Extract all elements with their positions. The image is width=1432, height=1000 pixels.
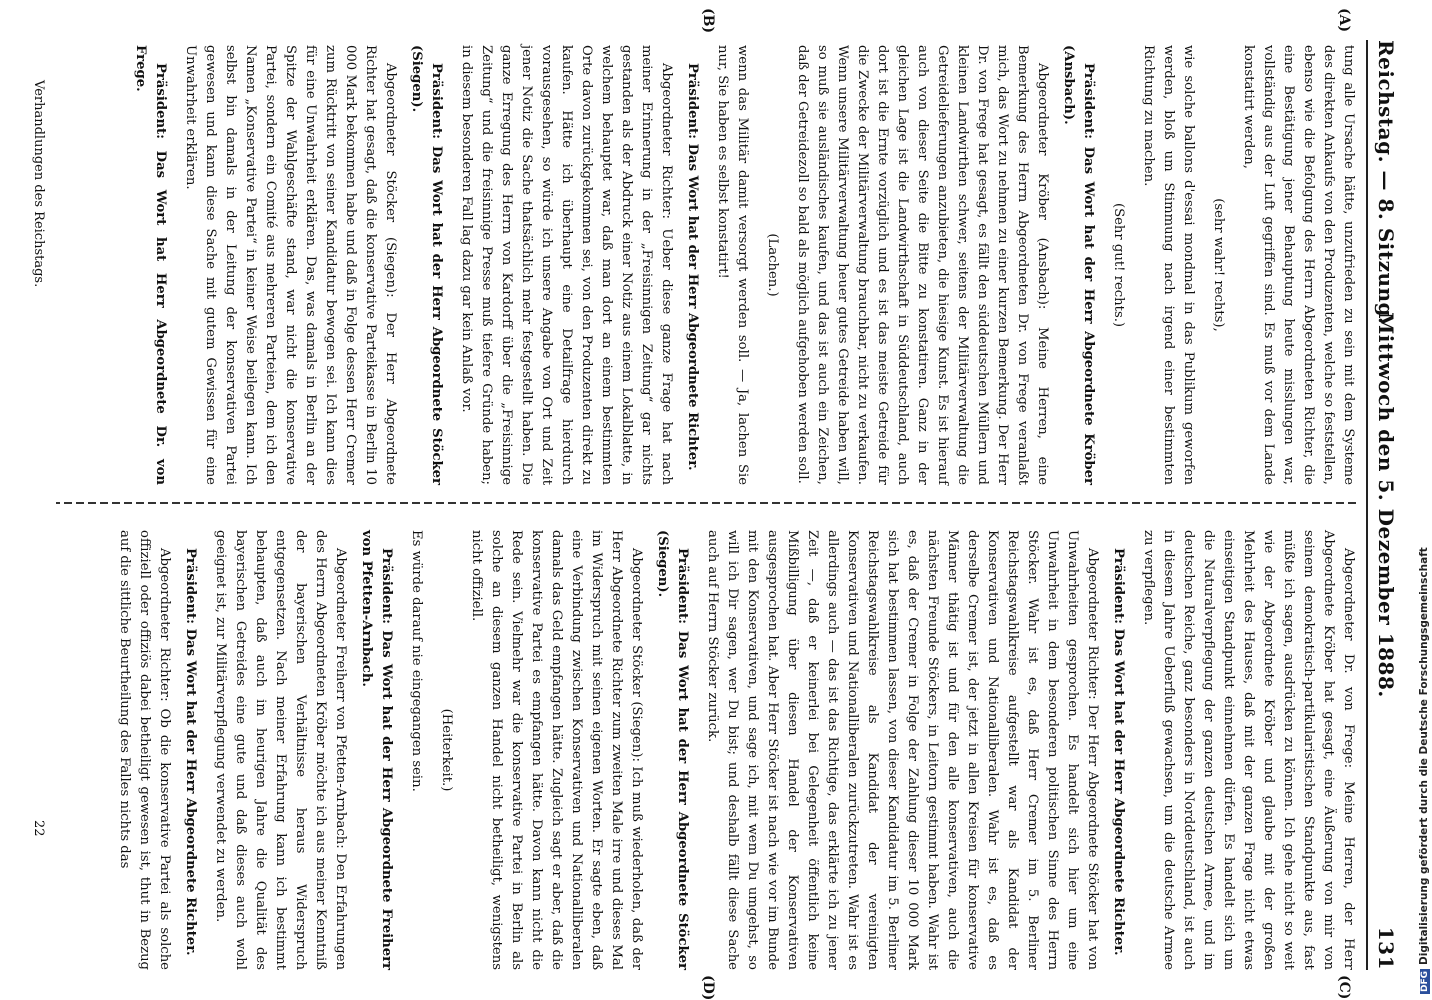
paragraph: tung alle Ursache hätte, unzufrieden zu sein mit dem Systeme des direkten Ankaufs von den Produzenten, welche so feststellen, ebenso wie die Befolgung des Herrn Abgeordneten Richter, die eine Bestätigung jener Behauptung heute misslungen war, vollständig aus der Luft gegriffen sind. Es muß vor dem Lande konstatirt werden, — [1241, 45, 1356, 485]
paragraph: Abgeordneter Kröber (Ansbach): Meine Herren, eine Bemerkung des Herrn Abgeordneten Dr. von Frege veranlaßt mich, das Wort zu nehmen zu einer kurzen Bemerkung. Der Herr Dr. von Frege hat gesagt, es fällt den süddeutschen Müllern und kleinen Landwirthen schwer, seitens der Militärverwaltung die Getreidelieferungen anzubieten, die hiesige Kunst. Es ist hierauf auch von dieser Seite die Bitte zu konstatiren. Ganz in der gleichen Lage ist die Landwirthschaft in Süddeutschland, auch dort ist die Ernte vorzüglich und es ist das meiste Getreide für die Zwecke der Militärverwaltung brauchbar, nicht zu verkaufen. Wenn unsere Militärverwaltung heuer gutes Getreide haben will, so muß sie ausländisches kaufen, und das ist auch ein Zeichen, daß der Getreidezoll so bald als möglich aufgehoben werden soll. — [795, 45, 1050, 485]
scanned-page — [16, 0, 1416, 1000]
speaker-line: Präsident: Das Wort hat der Herr Abgeordnete Freiherr von Pfetten-Arnbach. — [359, 530, 394, 970]
interjection: (Lachen.) — [765, 233, 780, 297]
paragraph: Abgeordneter Stöcker (Siegen): Der Herr Abgeordnete Richter hat gesagt, daß die konservative Parteikasse in Berlin 10 000 Mark bekommen habe und daß in Folge dessen Herr Cremer zum Rücktritt von seiner Kandidatur bewogen sei. Ich kann dies für eine Unwahrheit erklären. Das, was damals in Berlin an der Spitze der Wahlgeschäfte stand, war nicht die konservative Partei, sondern ein Comité aus mehreren Parteien, dem ich den Namen „Konservative Partei“ in keiner Weise beilegen kann. Ich selbst bin damals in der Leitung der konservativen Partei gewesen und kann diese Sache mit gutem Gewissen für eine Unwahrheit erklären. — [183, 45, 398, 485]
footer-sheet-number: 22 — [31, 820, 46, 837]
margin-marker-d: (D) — [700, 975, 716, 1000]
interjection: (Heiterkeit.) — [439, 708, 454, 792]
paragraph: Abgeordneter Richter: Ob die konservative Partei als solche offiziell oder offiziös dabei betheiligt gewesen ist, thut in Bezug auf die sittliche Beurtheilung des Falles nichts das — [117, 530, 172, 970]
left-column — [124, 45, 1358, 485]
speaker-line: Präsident: Das Wort hat Herr Abgeordnete Dr. von Frege. — [133, 45, 168, 485]
header-date: Mittwoch den 5. Dezember 1888. — [1374, 312, 1398, 698]
paragraph: wenn das Militär damit versorgt werden soll. — Ja, lachen Sie nur, Sie haben es selbst konstatirt! — [715, 45, 750, 485]
margin-marker-c: (C) — [1336, 975, 1352, 1000]
paragraph: Es würde darauf nie eingegangen sein. — [409, 530, 424, 792]
right-column — [108, 530, 1358, 970]
paragraph: wie solche ballons d'essai mondmal in das Publikum geworfen werden, bloß um Stimmung nach irgend einer bestimmten Richtung zu machen. — [1141, 45, 1196, 485]
paragraph: Abgeordneter Richter: Ueber diese ganze Frage hat nach meiner Erinnerung in der „Freisinnigen Zeitung“ gar nichts gestanden als der Abdruck einer Notiz aus einem Lokalblatte, in welchem behauptet war, daß man dort an einem bestimmten Orte davon zurückgekommen sei, von den Produzenten direkt zu kaufen. Hätte ich überhaupt eine Detailfrage hierdurch vorausgesehen, so würde ich unsere Angabe von Ort und Zeit jener Notiz die Sache thatsächlich mehr festgestellt haben. Die ganze Erregung des Herrn von Kardorff über die „Freisinnige Zeitung“ und die freisinnige Presse muß tiefere Gründe haben; in diesem besonderen Fall lag dazu gar kein Anlaß vor. — [459, 45, 674, 485]
interjection: (sehr wahr! rechts), — [1211, 198, 1226, 332]
column-divider — [56, 502, 1356, 504]
running-header — [1366, 40, 1406, 970]
paragraph: Abgeordneter Richter: Der Herr Abgeordnete Stöcker hat von Unwahrheiten gesprochen. Es handelt sich hier um eine Unwahrheit in dem besonderen politischen Sinne des Herrn Stöcker. Wahr ist es, daß Herr Cremer im 5. Berliner Reichstagswahlkreise aufgestellt war als Kandidat der Konservativen und Nationalliberalen. Wahr ist es, daß es derselbe Cremer ist, der jetzt in allen Kreisen für konservative Männer thätig ist und für den alle konservativen, auch die nächsten Freunde Stöckers, in Leitorn gestimmt haben. Wahr ist es, daß der Cremer in Folge der Zahlung dieser 10 000 Mark sich hat bestimmen lassen, von dieser Kandidatur im 5. Berliner Reichstagswahlkreise als Kandidat der vereinigten Konservativen und Nationalliberalen zurückzutreten. Wahr ist es allerdings auch — das ist das Richtige, das erklärte ich zu jener Zeit —, daß er keinerlei bei Gelegenheit öffentlich keine Mißbilligung über diesen Handel der Konservativen ausgesprochen hat. Aber Herr Stöcker ist nach wie vor im Bunde mit den Konservativen, und sage ich, mit wem Du umgehst, so will ich Dir sagen, wer Du bist; und deshalb fällt diese Sache auch auf Herrn Stöcker zurück. — [705, 530, 1100, 970]
footer-publication: Verhandlungen des Reichstags. — [31, 80, 46, 288]
header-rule — [1366, 40, 1368, 970]
dfg-credit-strip — [1416, 0, 1432, 1000]
speaker-line: Präsident: Das Wort hat der Herr Abgeordnete Richter. — [685, 63, 700, 471]
credit-text: Digitalisierung gefördert durch die Deutsche Forschungsgemeinschaft — [1418, 547, 1430, 965]
speaker-line: Präsident: Das Wort hat der Herr Abgeordnete Stöcker (Siegen). — [409, 45, 444, 485]
dfg-logo-icon: DFG — [1420, 970, 1430, 992]
header-page-number: 131 — [1374, 926, 1398, 970]
speaker-line: Präsident: Das Wort hat der Herr Abgeordnete Richter. — [183, 548, 198, 956]
speaker-line: Präsident: Das Wort hat der Herr Abgeordnete Richter. — [1111, 548, 1126, 956]
speaker-line: Präsident: Das Wort hat der Herr Abgeordnete Stöcker (Siegen). — [655, 530, 690, 970]
interjection: (Sehr gut! rechts.) — [1111, 202, 1126, 328]
margin-marker-a: (A) — [1336, 8, 1352, 33]
speaker-line: Präsident: Das Wort hat der Herr Abgeordnete Kröber (Ansbach). — [1061, 45, 1096, 485]
paragraph: Abgeordneter Stöcker (Siegen): Ich muß wiederholen, daß der Herr Abgeordnete Richter zum zweiten Male irre und dieses Mal im Widerspruch mit seinen eigenen Worten. Er sagte eben, daß eine Verbindung zwischen Konservativen und Nationalliberalen damals das Geld empfangen hätte. Zugleich sagt er aber, daß die konservative Partei es empfangen hätte. Davon kann nicht die Rede sein. Vielmehr war die konservative Partei in Berlin als solche an diesem ganzen Handel nicht betheiligt, wenigstens nicht offiziell. — [469, 530, 644, 970]
paragraph: Abgeordneter Dr. von Frege: Meine Herren, der Herr Abgeordnete Kröber hat gesagt, eine Äußerung von mir von seinem demokratisch-partikularistischen Standpunkte aus, fast müßte ich sagen, ausdrücken zu können. Ich gehe nicht so weit wie der Abgeordnete Kröber und glaube mit der großen Mehrheit des Hauses, daß mit der ganzen Frage nicht etwas einseitigen Standpunkt einnehmen dürfen. Es handelt sich um die Naturalverpflegung der ganzen deutschen Armee, und im deutschen Reiche, ganz besonders in Norddeutschland, ist auch in diesem Jahre Ueberfluß gewachsen, um die deutsche Armee zu verpflegen. — [1141, 530, 1356, 970]
paragraph: Abgeordneter Freiherr von Pfetten-Arnbach: Den Erfahrungen des Herrn Abgeordneten Kröber möchte ich aus meiner Kenntniß der bayerischen Verhältnisse heraus Widerspruch entgegensetzen. Nach meiner Erfahrung kann ich bestimmt behaupten, daß auch im heurigen Jahre die Qualität des bayerischen Getreides eine gute und daß dieses auch wohl geeignet ist, zur Militärverpflegung verwendet zu werden. — [213, 530, 348, 970]
credit-text-wrapper — [1418, 547, 1430, 994]
header-session: Reichstag. — 8. Sitzung. — [1374, 40, 1398, 325]
margin-marker-b: (B) — [700, 8, 716, 34]
